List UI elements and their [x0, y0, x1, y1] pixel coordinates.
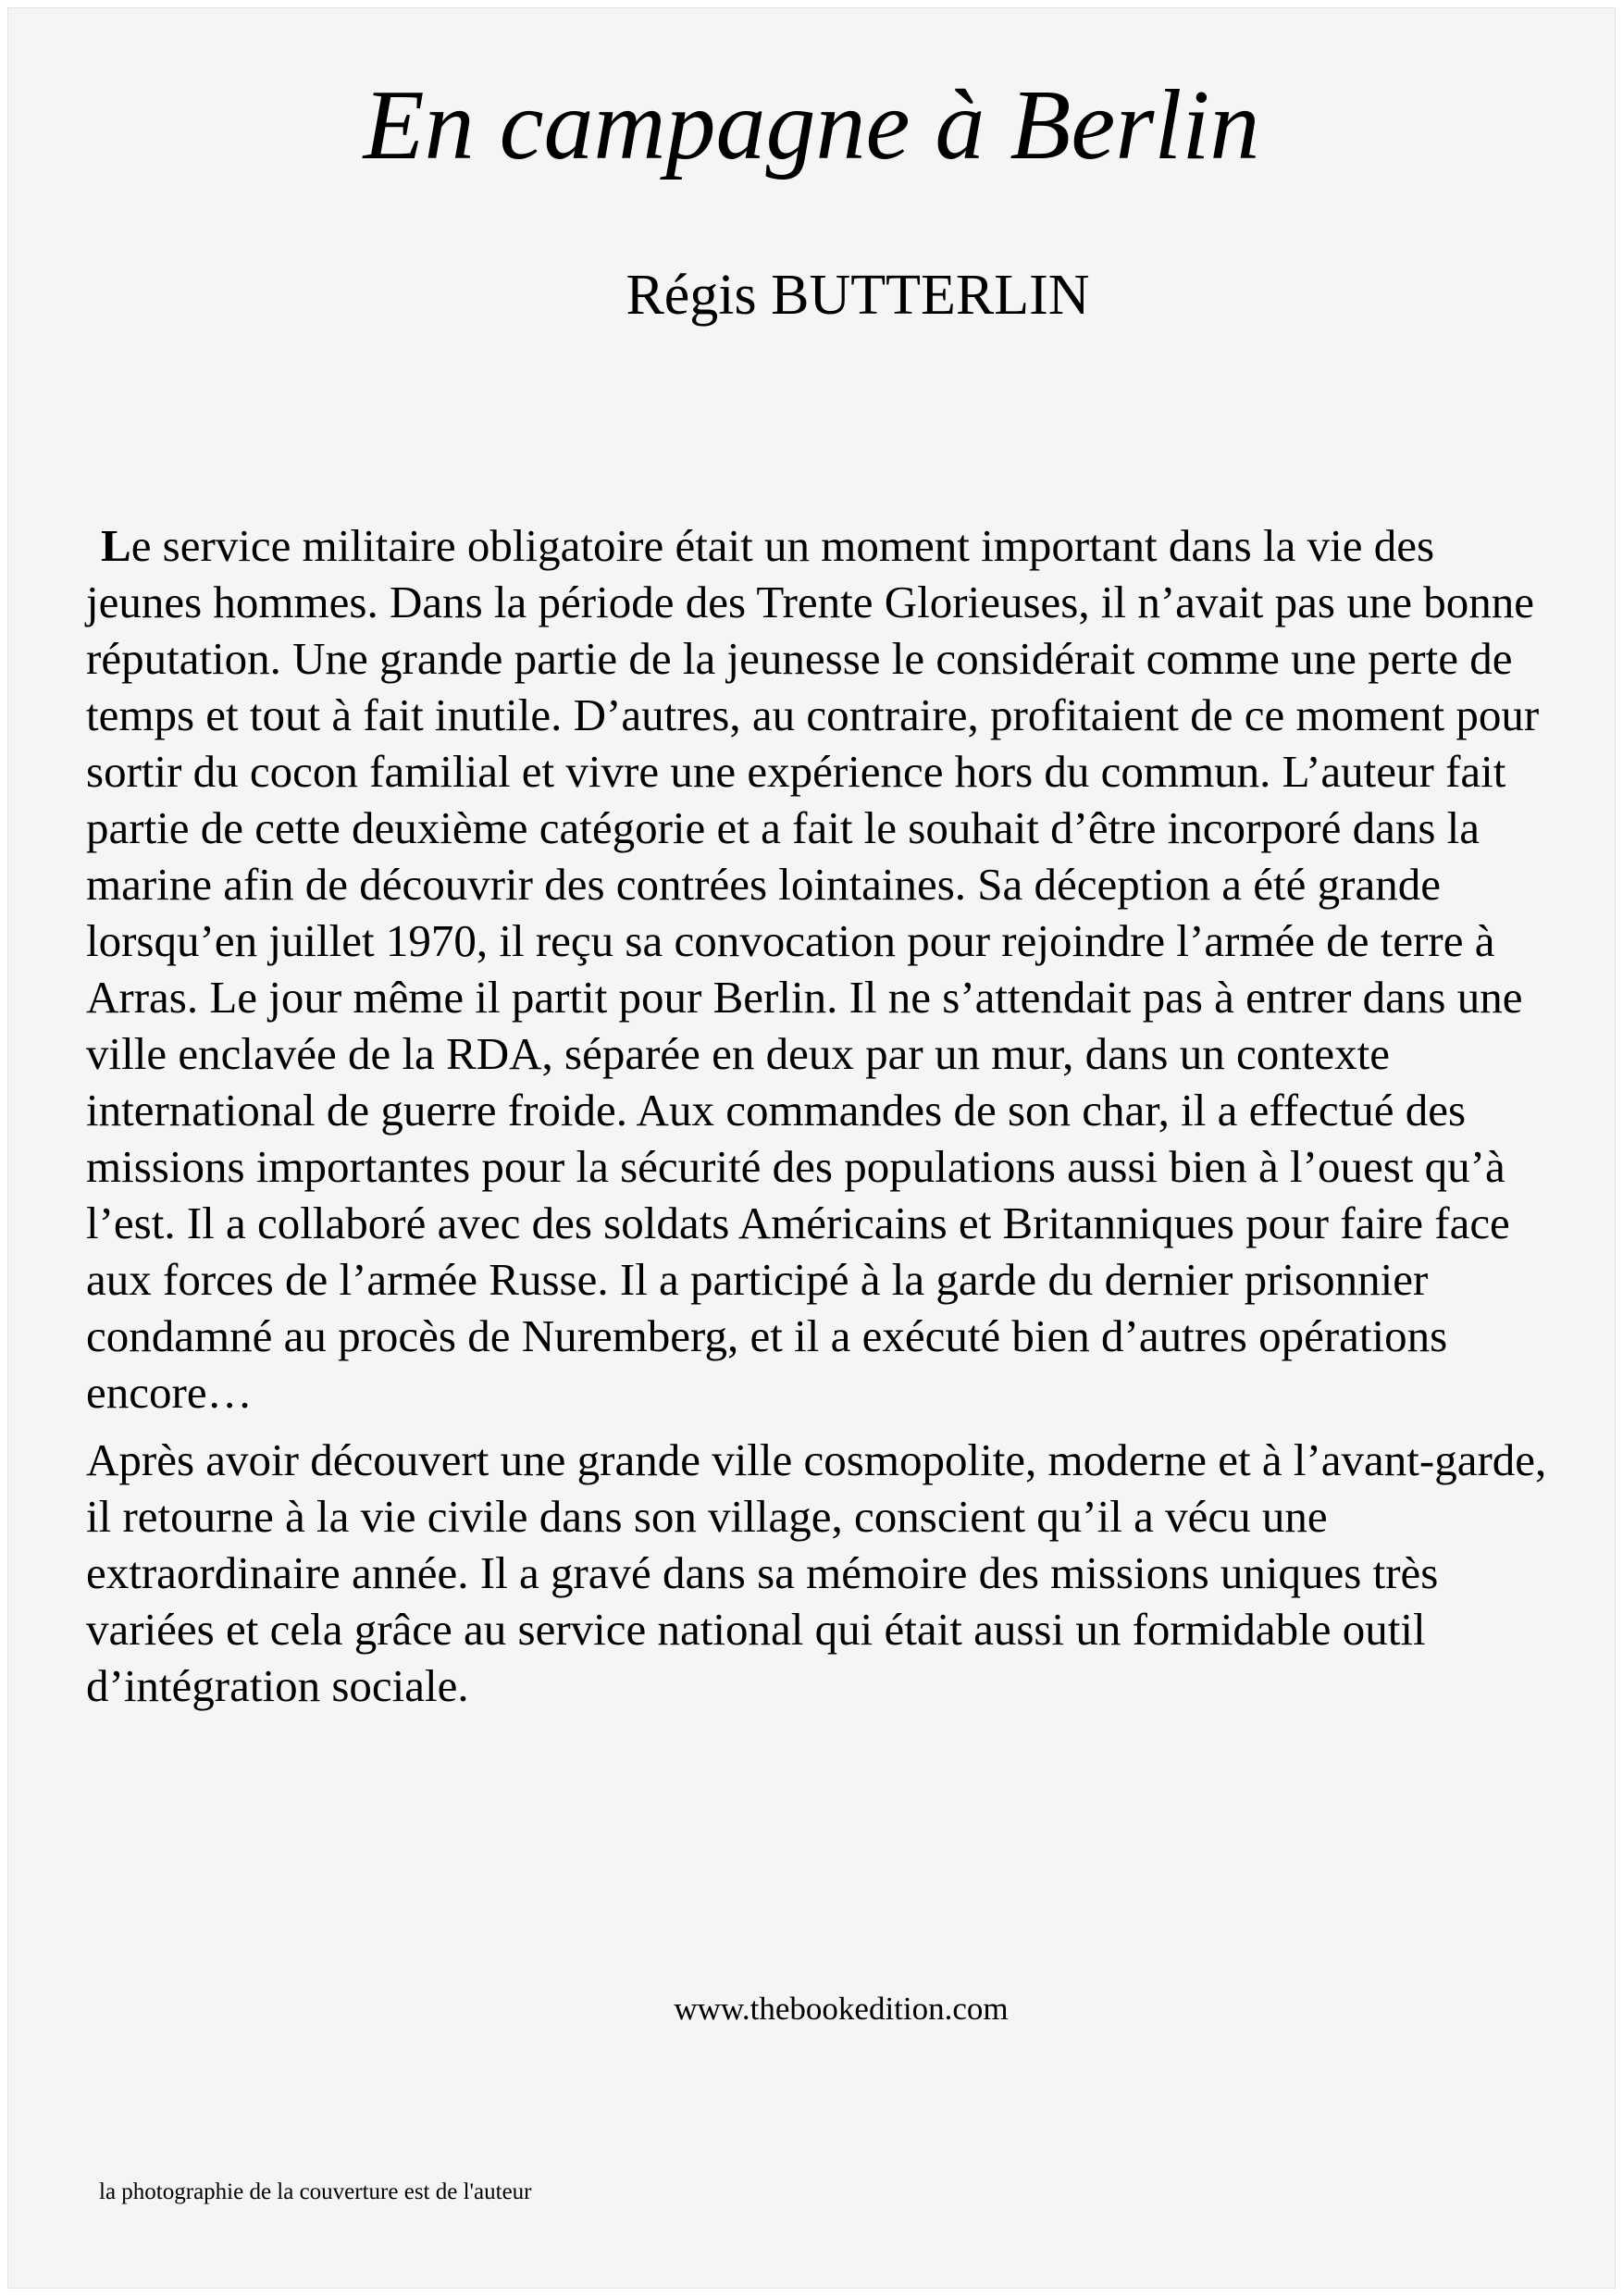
- blurb-paragraph-1: [86, 517, 1557, 1421]
- back-cover-page: [7, 7, 1616, 2289]
- book-title: En campagne à Berlin: [363, 70, 1260, 180]
- publisher-url: www.thebookedition.com: [674, 1991, 1009, 2027]
- blurb-paragraph-2: Après avoir découvert une grande ville cosmopolite, moderne et à l’avant-garde, il retourne à la vie civile dans son village, conscient qu’il a vécu une extraordinaire année. Il a gravé dans sa mémoire des missions uniques très variées et cela grâce au service national qui était aussi un formidable outil d’intégration sociale.: [86, 1434, 1547, 1711]
- blurb-paragraph-1-text: e service militaire obligatoire était un moment important dans la vie des jeunes hommes. Dans la période des Trente Glorieuses, il n’avait pas une bonne réputation. Une grande partie de la jeunesse le considérait comme une perte de temps et tout à fait inutile. D’autres, au contraire, profitaient de ce moment pour sortir du cocon familial et vivre une expérience hors du commun. L’auteur fait partie de cette deuxième catégorie et a fait le souhait d’être incorporé dans la marine afin de découvrir des contrées lointaines. Sa déception a été grande lorsqu’en juillet 1970, il reçu sa convocation pour rejoindre l’armée de terre à Arras. Le jour même il partit pour Berlin. Il ne s’attendait pas à entrer dans une ville enclavée de la RDA, séparée en deux par un mur, dans un contexte international de guerre froide. Aux commandes de son char, il a effectué des missions importantes pour la sécurité des populations aussi bien à l’ouest qu’à l’est. Il a collaboré avec des soldats Américains et Britanniques pour faire face aux forces de l’armée Russe. Il a participé à la garde du dernier prisonnier condamné au procès de Nuremberg, et il a exécuté bien d’autres opérations encore…: [86, 520, 1540, 1418]
- blurb-initial-letter: L: [101, 520, 131, 571]
- back-cover-blurb: [86, 517, 1557, 1714]
- photo-credit: la photographie de la couverture est de l'auteur: [99, 2179, 532, 2204]
- author-name: Régis BUTTERLIN: [626, 264, 1090, 327]
